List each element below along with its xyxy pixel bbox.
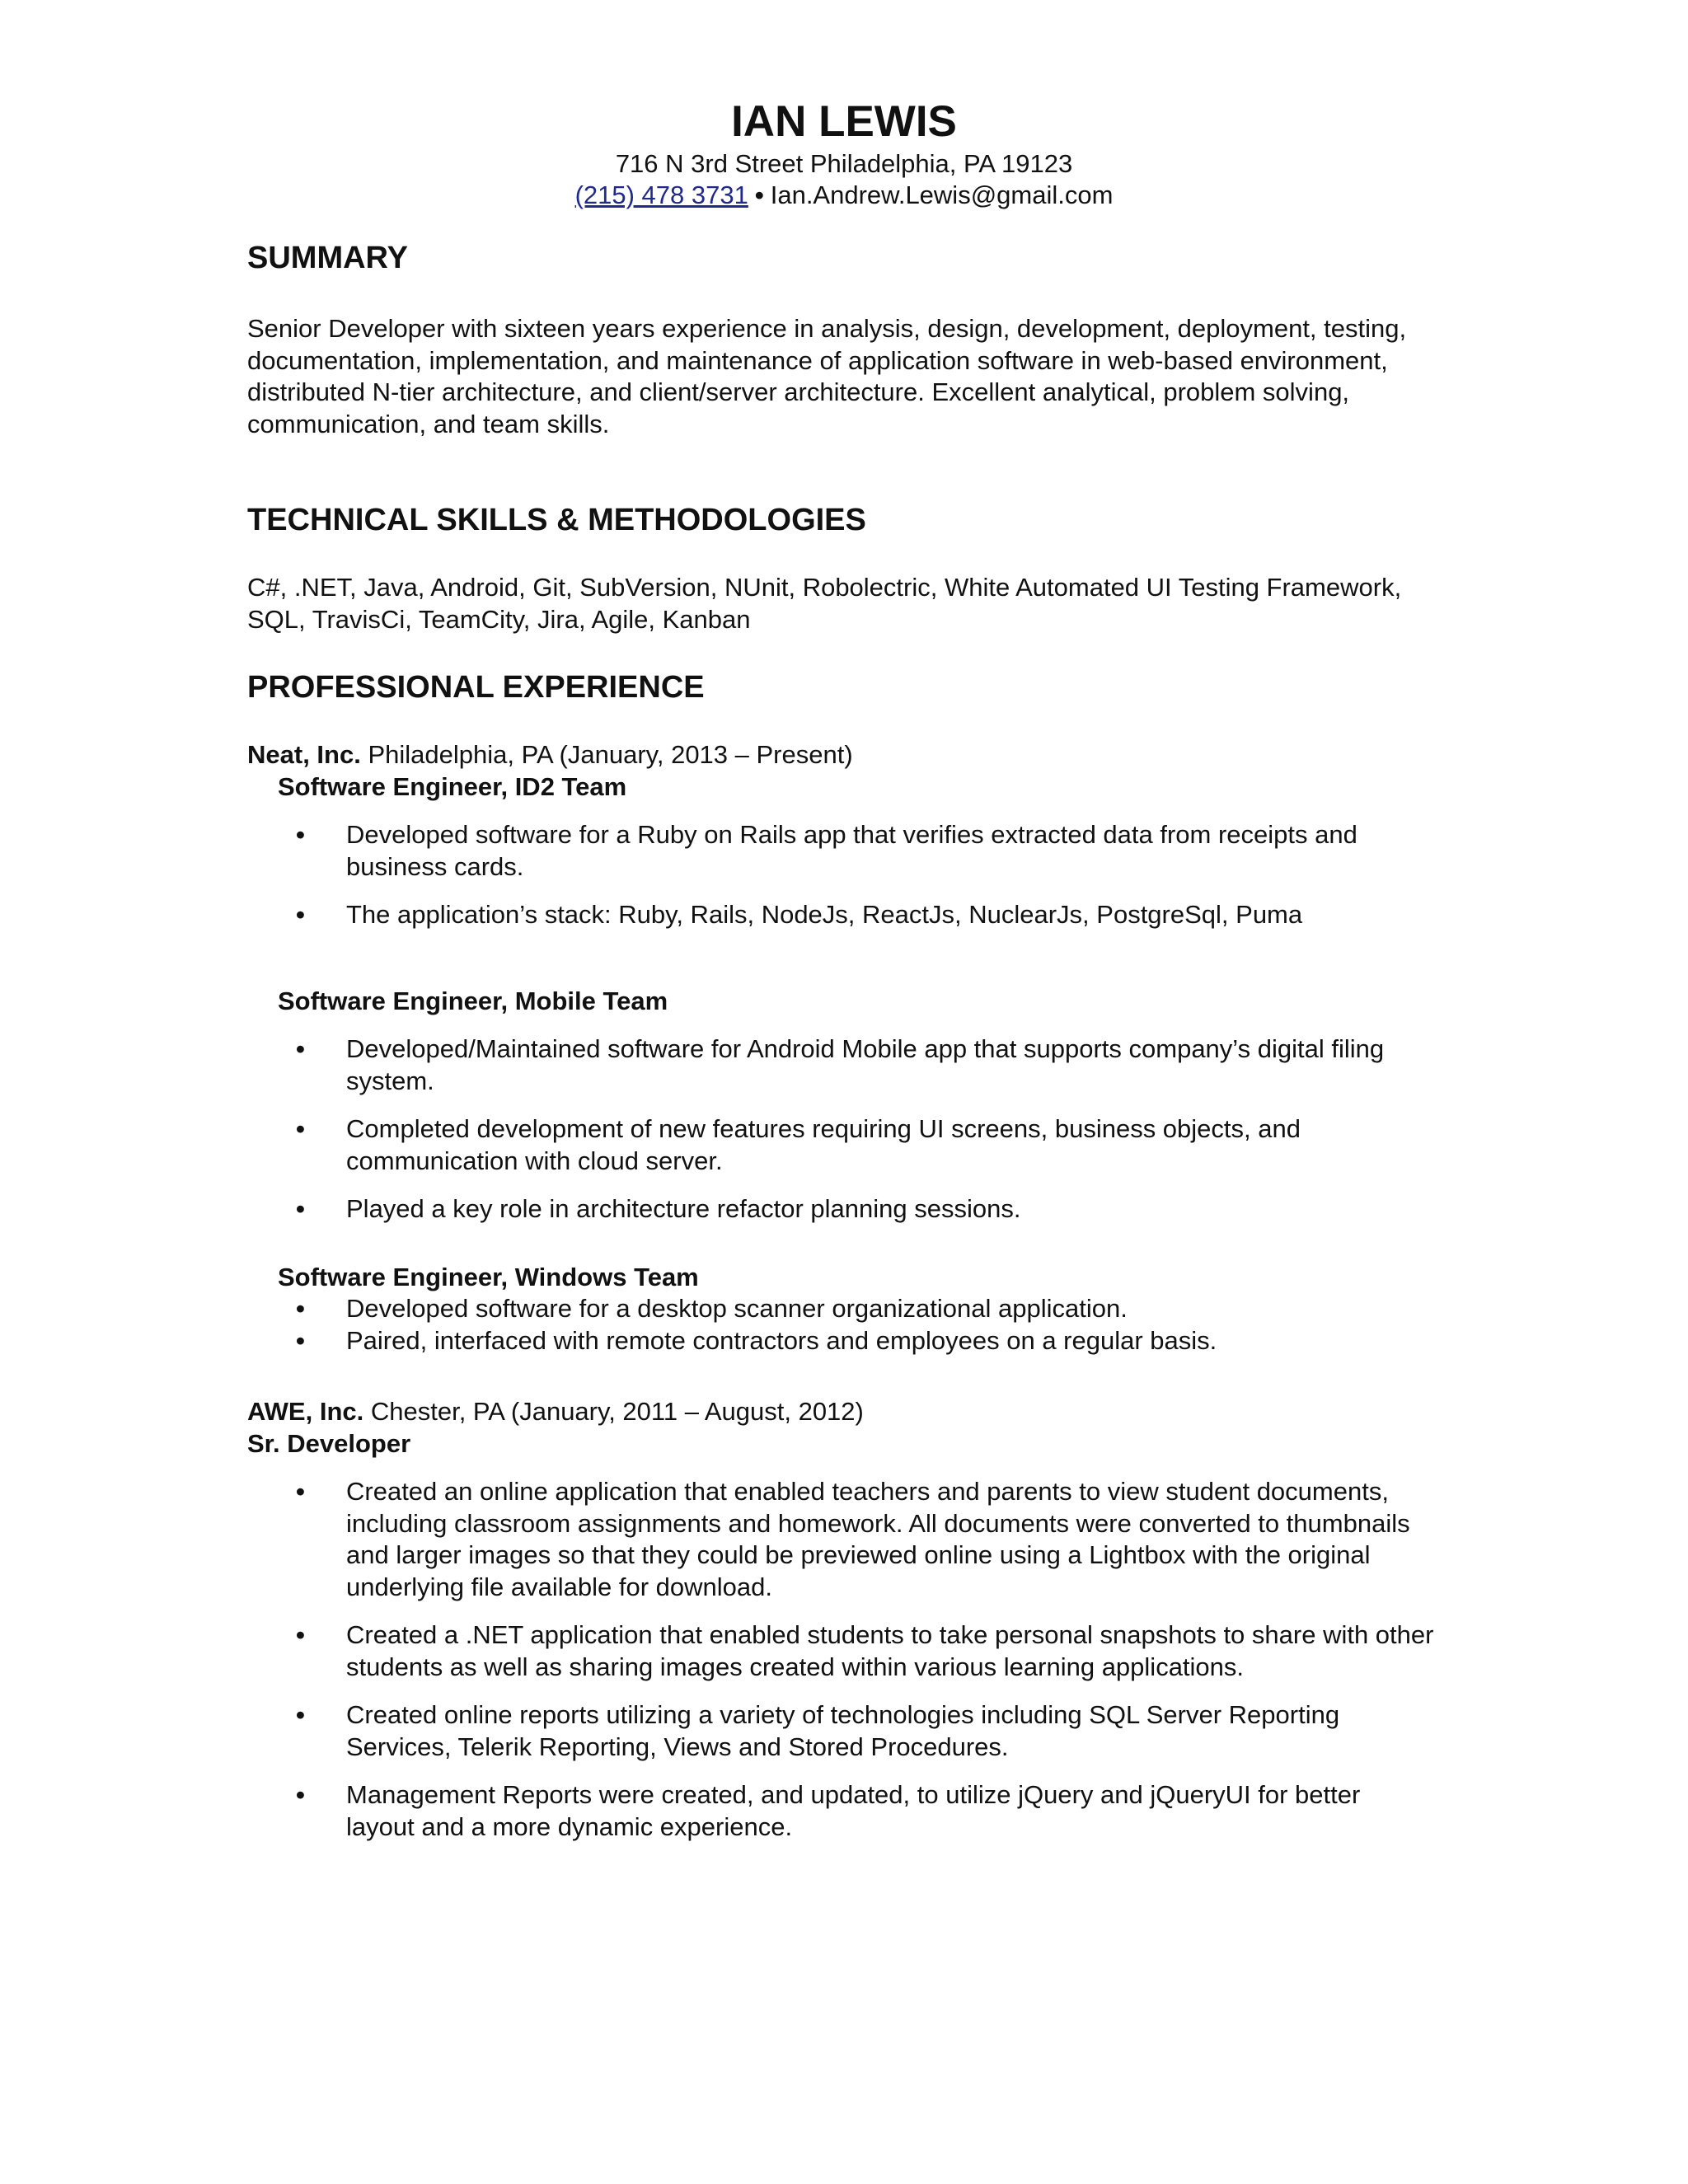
list-item <box>247 1293 1434 1325</box>
role-title-id2: Software Engineer, ID2 Team <box>278 771 627 801</box>
summary-text: Senior Developer with sixteen years experience in analysis, design, development, deployment, testing, documentation, implementation, and maintenance of application software in web-based environment, distributed N-tier architecture, and client/server architecture. Excellent analytical, problem solving, communication, and team skills. <box>247 314 1407 438</box>
list-item-text: Created an online application that enabled teachers and parents to view student documents, including classroom assignments and homework. All documents were converted to thumbnails and larger images so that they could be previewed online using a Lightbox with the original underlying file available for download. <box>346 1477 1410 1601</box>
list-item-text: Management Reports were created, and updated, to utilize jQuery and jQueryUI for better layout and a more dynamic experience. <box>346 1780 1361 1841</box>
list-item-text: Developed software for a desktop scanner organizational application. <box>346 1294 1128 1323</box>
list-item-text: Created online reports utilizing a variety of technologies including SQL Server Reporting Services, Telerik Reporting, Views and Stored Procedures. <box>346 1700 1340 1761</box>
bullet-icon: • <box>296 1325 305 1355</box>
list-item-text: The application’s stack: Ruby, Rails, NodeJs, ReactJs, NuclearJs, PostgreSql, Puma <box>346 900 1303 929</box>
role-title-windows: Software Engineer, Windows Team <box>278 1262 699 1291</box>
role-title-mobile: Software Engineer, Mobile Team <box>278 986 668 1015</box>
experience-heading: PROFESSIONAL EXPERIENCE <box>247 670 705 705</box>
list-item-text: Developed software for a Ruby on Rails app that verifies extracted data from receipts and business cards. <box>346 820 1357 881</box>
list-item <box>247 1193 1434 1226</box>
email-address: Ian.Andrew.Lewis@gmail.com <box>770 180 1114 209</box>
list-item <box>247 1325 1434 1357</box>
list-item <box>247 1699 1434 1763</box>
bullet-list-windows <box>247 1293 1434 1357</box>
bullet-icon: • <box>296 1620 305 1649</box>
resume-header <box>0 96 1688 211</box>
summary-heading: SUMMARY <box>247 241 408 275</box>
bullet-icon: • <box>296 1700 305 1729</box>
bullet-icon: • <box>296 1194 305 1223</box>
resume-body <box>247 239 1434 1843</box>
company-awe <box>247 1396 1434 1428</box>
bullet-list-awe <box>247 1476 1434 1843</box>
skills-text: C#, .NET, Java, Android, Git, SubVersion, NUnit, Robolectric, White Automated UI Testing Framework, SQL, TravisCi, TeamCity, Jira, Agile, Kanban <box>247 573 1402 634</box>
list-item <box>247 819 1434 883</box>
list-item <box>247 899 1434 931</box>
list-item <box>247 1476 1434 1603</box>
bullet-list-mobile <box>247 1033 1434 1226</box>
company-neat <box>247 739 1434 771</box>
company-details: Philadelphia, PA (January, 2013 – Present) <box>368 740 853 769</box>
bullet-list-id2 <box>247 819 1434 931</box>
list-item-text: Paired, interfaced with remote contractors and employees on a regular basis. <box>346 1325 1217 1355</box>
company-details: Chester, PA (January, 2011 – August, 2012) <box>370 1397 864 1426</box>
bullet-icon: • <box>296 1477 305 1506</box>
skills-heading: TECHNICAL SKILLS & METHODOLOGIES <box>247 503 866 537</box>
list-item <box>247 1779 1434 1843</box>
list-item-text: Created a .NET application that enabled students to take personal snapshots to share with other students as well as sharing images created within various learning applications. <box>346 1620 1434 1681</box>
role-title-sr-developer: Sr. Developer <box>247 1428 411 1458</box>
bullet-icon: • <box>296 900 305 929</box>
company-name: AWE, Inc. <box>247 1397 364 1426</box>
bullet-icon: • <box>296 1034 305 1063</box>
bullet-icon: • <box>296 1780 305 1809</box>
contact-line <box>0 180 1688 211</box>
list-item <box>247 1619 1434 1683</box>
list-item <box>247 1113 1434 1177</box>
company-name: Neat, Inc. <box>247 740 361 769</box>
address-line: 716 N 3rd Street Philadelphia, PA 19123 <box>615 149 1073 178</box>
list-item-text: Played a key role in architecture refactor planning sessions. <box>346 1194 1021 1223</box>
list-item <box>247 1033 1434 1097</box>
separator-dot: • <box>754 180 764 209</box>
candidate-name: IAN LEWIS <box>731 97 957 146</box>
bullet-icon: • <box>296 820 305 849</box>
bullet-icon: • <box>296 1294 305 1323</box>
list-item-text: Completed development of new features requiring UI screens, business objects, and communication with cloud server. <box>346 1114 1301 1175</box>
list-item-text: Developed/Maintained software for Android Mobile app that supports company’s digital filing system. <box>346 1034 1385 1095</box>
phone-link[interactable]: (215) 478 3731 <box>574 180 748 209</box>
bullet-icon: • <box>296 1114 305 1143</box>
